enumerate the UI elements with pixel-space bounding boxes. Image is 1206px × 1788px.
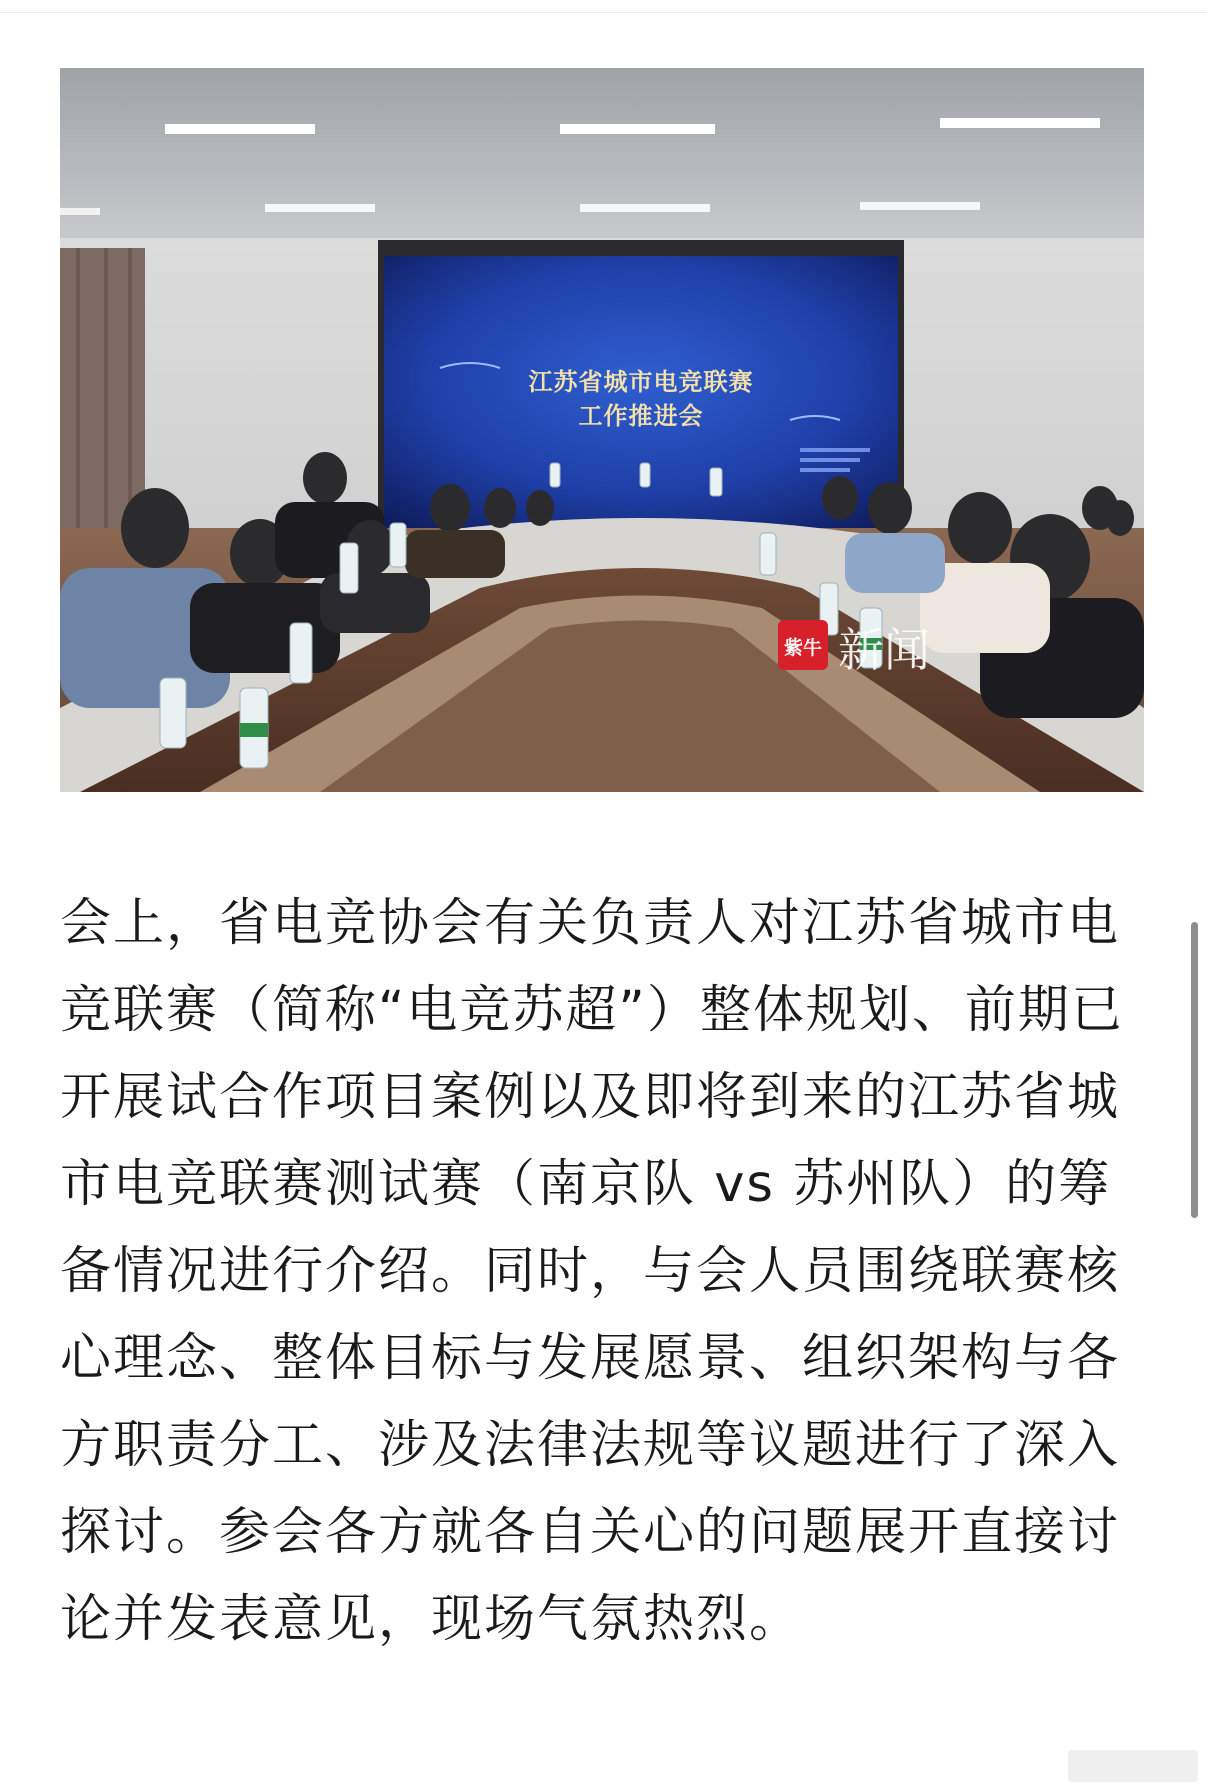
corner-watermark bbox=[1068, 1750, 1198, 1782]
top-divider bbox=[0, 12, 1206, 13]
watermark-text: 新闻 bbox=[838, 623, 930, 677]
scrollbar-thumb[interactable] bbox=[1191, 922, 1198, 1218]
screen-title-line1: 江苏省城市电竞联赛 bbox=[528, 367, 754, 396]
meeting-photo bbox=[60, 68, 1144, 792]
screen-title-line2: 工作推进会 bbox=[578, 401, 704, 430]
watermark-logo-text: 紫牛 bbox=[783, 637, 823, 659]
article-body: 会上，省电竞协会有关负责人对江苏省城市电竞联赛（简称“电竞苏超”）整体规划、前期已开展试合作项目案例以及即将到来的江苏省城市电竞联赛测试赛（南京队 vs 苏州队）的筹备情况进行介绍。同时，与会人员围绕联赛核心理念、整体目标与发展愿景、组织架构与各方职责分工、涉及法律法规等议题进行了深入探讨。参会各方就各自关心的问题展开直接讨论并发表意见，现场气氛热烈。 bbox=[60, 894, 1124, 1649]
watermark-logo bbox=[778, 620, 828, 670]
